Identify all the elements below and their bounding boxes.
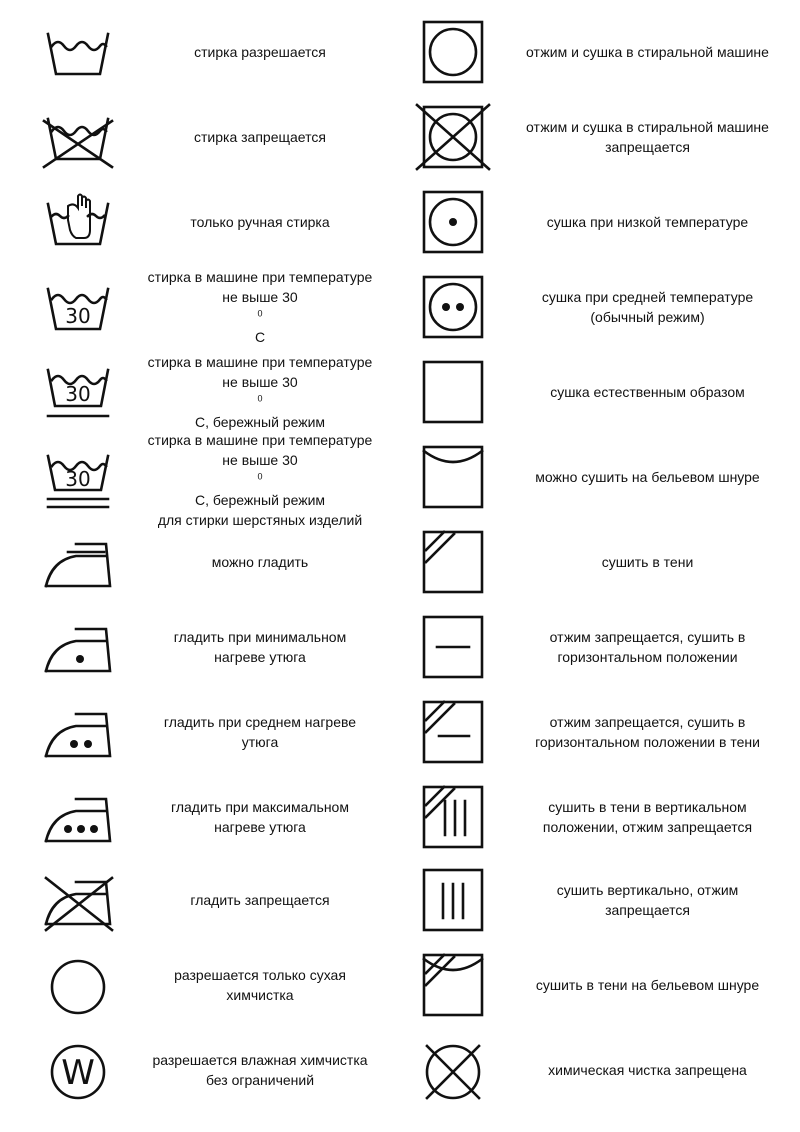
- item-label: отжим и сушка в стиральной машине запрещается: [526, 119, 769, 155]
- list-item: [400, 943, 800, 1027]
- item-label: сушка при средней температуре (обычный режим): [541, 289, 754, 325]
- svg-text:30: 30: [65, 467, 91, 491]
- list-item: [0, 605, 400, 689]
- natural-dry-icon: [415, 356, 491, 428]
- list-item: [400, 858, 800, 942]
- line-dry-icon: [415, 441, 491, 513]
- item-label: сушить в тени: [601, 554, 694, 570]
- tumble-dry-low-icon: [415, 186, 491, 258]
- item-label: сушить в тени в вертикальном положении, отжим запрещается: [542, 799, 753, 835]
- item-label: стирка в машине при температуре не выше 30 $^0$ С, бережный режим для стирки шерстяных изделий: [147, 432, 373, 528]
- item-label: разрешается только сухая химчистка: [174, 967, 346, 1003]
- wash-30-icon: [40, 271, 116, 343]
- item-label: сушка при низкой температуре: [546, 214, 749, 230]
- item-label: можно гладить: [211, 554, 309, 570]
- list-item: [400, 605, 800, 689]
- list-item: [400, 10, 800, 94]
- flat-dry-icon: [415, 611, 491, 683]
- item-label: можно сушить на бельевом шнуре: [535, 469, 760, 485]
- list-item: [0, 10, 400, 94]
- list-item: [400, 690, 800, 774]
- list-item: [0, 180, 400, 264]
- item-label: стирка разрешается: [194, 44, 326, 60]
- item-label: сушить вертикально, отжим запрещается: [556, 882, 739, 918]
- item-label: разрешается влажная химчистка без ограничений: [152, 1052, 368, 1088]
- iron-medium-icon: [40, 696, 116, 768]
- iron-high-icon: [40, 781, 116, 853]
- drip-dry-shade-icon: [415, 781, 491, 853]
- svg-text:30: 30: [65, 304, 91, 328]
- list-item: [0, 943, 400, 1027]
- svg-text:30: 30: [65, 382, 91, 406]
- item-label: отжим запрещается, сушить в горизонтальном положении в тени: [535, 714, 760, 750]
- item-label: сушить в тени на бельевом шнуре: [535, 977, 760, 993]
- item-label: гладить при среднем нагреве утюга: [163, 714, 357, 750]
- wash-30-wool-icon: [40, 444, 116, 516]
- list-item: [400, 775, 800, 859]
- no-iron-icon: [40, 864, 116, 936]
- no-wash-icon: [40, 101, 116, 173]
- wash-30-gentle-icon: [40, 356, 116, 428]
- item-label: отжим запрещается, сушить в горизонтальном положении: [549, 629, 746, 665]
- item-label: стирка в машине при температуре не выше 30 $^0$ С, бережный режим: [147, 354, 373, 430]
- list-item: [400, 1028, 800, 1112]
- item-label: гладить при минимальном нагреве утюга: [173, 629, 347, 665]
- item-label: сушка естественным образом: [550, 384, 745, 400]
- flat-dry-shade-icon: [415, 696, 491, 768]
- list-item: [400, 350, 800, 434]
- drip-dry-icon: [415, 864, 491, 936]
- shade-dry-icon: [415, 526, 491, 598]
- item-label: гладить при максимальном нагреве утюга: [171, 799, 349, 835]
- list-item: [400, 265, 800, 349]
- item-label: стирка в машине при температуре не выше 30 $^0$ С: [147, 269, 373, 345]
- dry-clean-icon: [40, 949, 116, 1021]
- wet-clean-icon: [40, 1034, 116, 1106]
- item-label: отжим и сушка в стиральной машине: [526, 44, 769, 60]
- item-label: химическая чистка запрещена: [548, 1062, 747, 1078]
- hand-wash-icon: [40, 186, 116, 258]
- iron-low-icon: [40, 611, 116, 683]
- no-dry-clean-icon: [415, 1034, 491, 1106]
- list-item: [0, 858, 400, 942]
- list-item: [0, 520, 400, 604]
- list-item: [0, 265, 400, 349]
- list-item: [0, 1028, 400, 1112]
- list-item: [0, 432, 400, 528]
- list-item: [0, 775, 400, 859]
- line-dry-shade-icon: [415, 949, 491, 1021]
- list-item: [400, 180, 800, 264]
- list-item: [400, 520, 800, 604]
- list-item: [0, 350, 400, 434]
- wash-tub-icon: [40, 16, 116, 88]
- no-tumble-dry-icon: [415, 101, 491, 173]
- tumble-dry-medium-icon: [415, 271, 491, 343]
- list-item: [0, 690, 400, 774]
- item-label: гладить запрещается: [190, 892, 330, 908]
- list-item: [400, 435, 800, 519]
- item-label: только ручная стирка: [190, 214, 330, 230]
- tumble-dry-icon: [415, 16, 491, 88]
- list-item: [400, 95, 800, 179]
- iron-icon: [40, 526, 116, 598]
- svg-text:W: W: [61, 1053, 95, 1093]
- list-item: [0, 95, 400, 179]
- item-label: стирка запрещается: [194, 129, 326, 145]
